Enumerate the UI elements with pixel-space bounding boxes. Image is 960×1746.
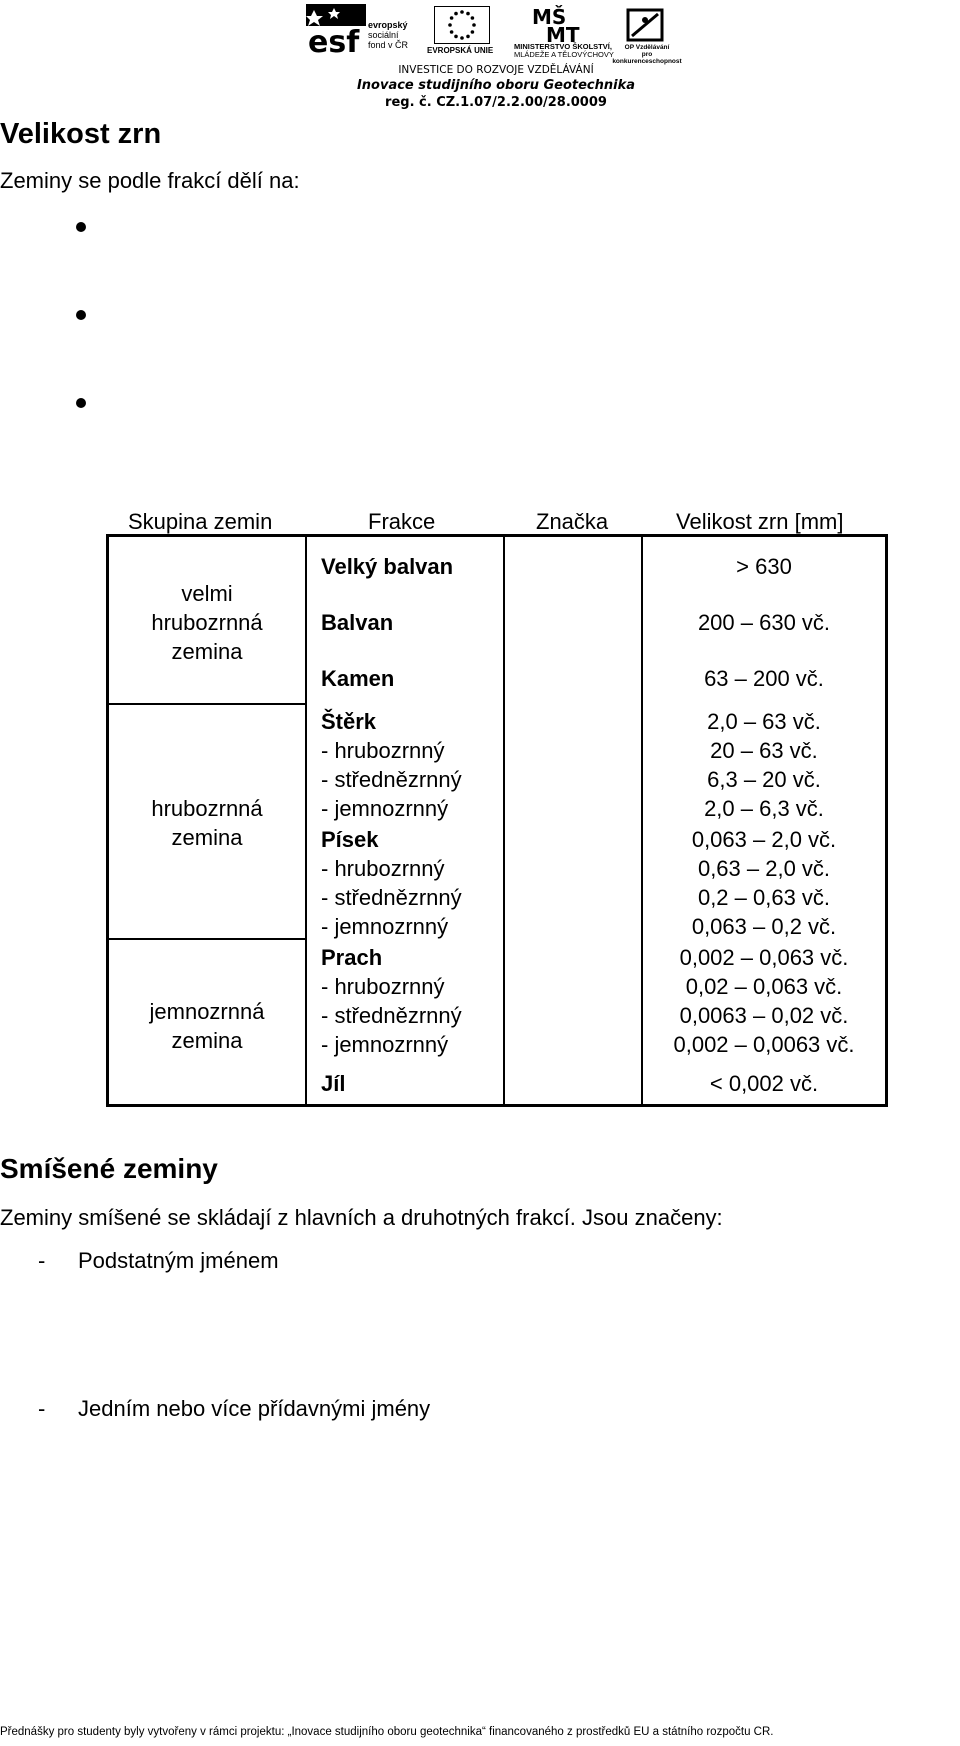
msmt-logo-text: MINISTERSTVO ŠKOLSTVÍ, MLÁDEŽE A TĚLOVÝCHOVY (514, 42, 614, 59)
column-header-frakce: Frakce (368, 509, 436, 534)
fraction-kamen: Kamen (321, 666, 395, 691)
svg-text:esf: esf (308, 25, 360, 56)
size-balvan: 200 – 630 vč. (697, 610, 831, 635)
group-label-velmi-hrubozrnna: velmi hrubozrnná zemina (151, 581, 263, 664)
group-label-hrubozrnna: hrubozrnná zemina (151, 796, 263, 850)
eu-logo-text: EVROPSKÁ UNIE (427, 46, 494, 55)
group-label-jemnozrnna: jemnozrnná zemina (149, 999, 265, 1053)
group-divider (109, 703, 305, 705)
op-logo-text: OP Vzdělávání pro konkurenceschopnost (612, 44, 682, 65)
fraction-pisek: Písek - hrubozrnný - střednězrnný - jemnozrnný (321, 827, 462, 939)
fraction-prach: Prach - hrubozrnný - střednězrnný - jemnozrnný (321, 945, 462, 1057)
column-divider (503, 537, 505, 1104)
fraction-sterk: Štěrk - hrubozrnný - střednězrnný - jemnozrnný (321, 709, 462, 821)
size-pisek: 0,063 – 2,0 vč. 0,63 – 2,0 vč. 0,2 – 0,63 vč. 0,063 – 0,2 vč. (691, 827, 837, 939)
investice-line: INVESTICE DO ROZVOJE VZDĚLÁVÁNÍ (398, 64, 594, 76)
size-prach: 0,002 – 0,063 vč. 0,02 – 0,063 vč. 0,0063 – 0,02 vč. 0,002 – 0,0063 vč. (673, 945, 855, 1057)
size-kamen: 63 – 200 vč. (704, 666, 824, 691)
svg-text:MT: MT (546, 23, 580, 44)
size-velky-balvan: > 630 (736, 554, 792, 579)
esf-logo-icon (306, 4, 366, 56)
fraction-velky-balvan: Velký balvan (321, 554, 454, 579)
size-sterk: 2,0 – 63 vč. 20 – 63 vč. 6,3 – 20 vč. 2,0 – 6,3 vč. (704, 709, 824, 821)
section-title-velikost-zrn: Velikost zrn (0, 118, 162, 150)
registration-number: reg. č. CZ.1.07/2.2.00/28.0009 (385, 95, 607, 110)
fraction-jil: Jíl (321, 1071, 346, 1096)
op-logo-icon (624, 6, 666, 44)
project-header (306, 64, 686, 112)
column-header-skupina: Skupina zemin (128, 509, 273, 534)
fraction-balvan: Balvan (321, 610, 394, 635)
header-logos (306, 4, 686, 65)
page-footer: Přednášky pro studenty byly vytvořeny v rámci projektu: „Inovace studijního oboru geotechnika“ financovaného z prostředků EU a státního rozpočtu ČR. (0, 1726, 774, 1738)
intro-text: Zeminy se podle frakcí dělí na: (0, 168, 300, 193)
section-title-smisene-zeminy: Smíšené zeminy (0, 1153, 218, 1184)
svg-text:MŠ: MŠ (532, 5, 567, 29)
esf-logo-text: evropský sociální fond v ČR (368, 20, 409, 50)
column-divider (305, 537, 307, 1104)
column-header-znacka: Značka (536, 509, 609, 534)
size-jil: < 0,002 vč. (709, 1071, 819, 1096)
mixed-soils-paragraph: Zeminy smíšené se skládají z hlavních a druhotných frakcí. Jsou značeny: (0, 1205, 723, 1230)
column-header-velikost: Velikost zrn [mm] (676, 509, 844, 534)
soil-classification-table (106, 534, 888, 1107)
msmt-logo-icon (528, 4, 598, 44)
group-divider (109, 938, 305, 940)
project-name: Inovace studijního oboru Geotechnika (356, 78, 636, 93)
eu-flag-icon (434, 6, 490, 44)
